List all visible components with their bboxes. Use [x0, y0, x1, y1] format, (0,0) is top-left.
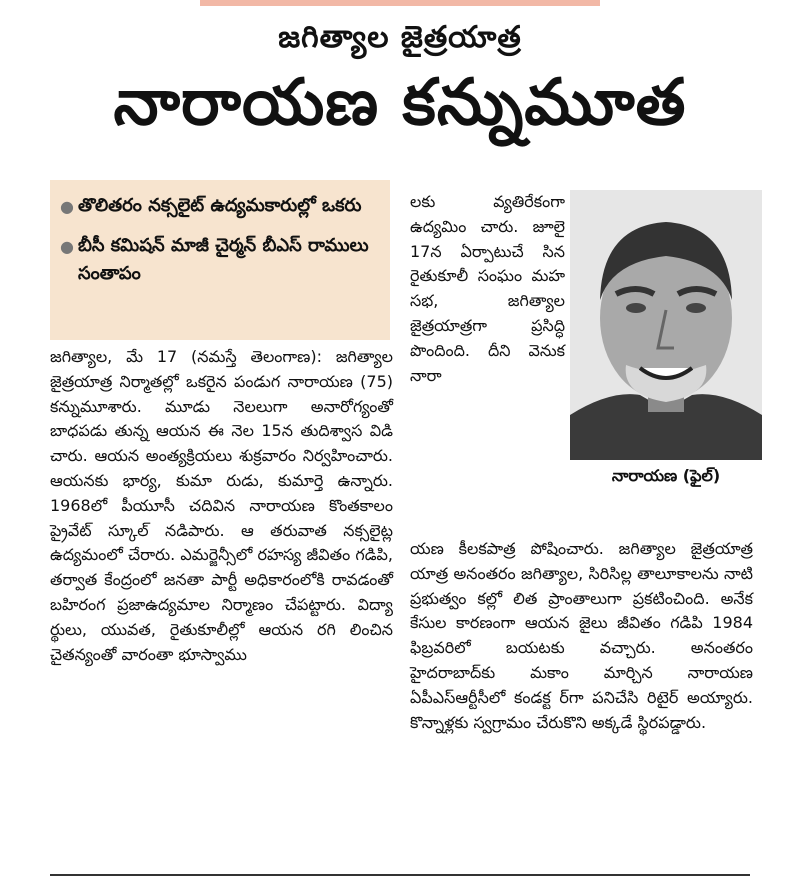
body-text-right: యణ కీలకపాత్ర పోషించారు. జగిత్యాల జైత్రయాత్ర యాత్ర అనంతరం జగిత్యాల, సిరిసిల్ల తాలూకాలను నాటి ప్రభుత్వం కల్లో లిత ప్రాంతాలుగా ప్రకటించింది. అనేక కేసుల కారణంగా ఆయన జైలు జీవితం గడిపి 1984 ఫిబ్రవరిలో బయటకు వచ్చారు. అనంతరం హైదరాబాద్‌కు మకాం మార్చిన నారాయణ ఏపీఎస్ఆర్టీసీలో కండక్ట ర్‌గా పనిచేసి రిటైర్ అయ్యారు. కొన్నాళ్లకు స్వగ్రామం చేరుకొని అక్కడే స్థిరపడ్డారు.	[410, 539, 753, 732]
bottom-rule	[50, 874, 750, 876]
article-headline: నారాయణ కన్నుమూత	[113, 66, 687, 140]
portrait-illustration	[570, 190, 762, 460]
highlight-text: తొలితరం నక్సలైట్ ఉద్యమకారుల్లో ఒకరు	[78, 195, 362, 216]
body-text-left: జగిత్యాల, మే 17 (నమస్తే తెలంగాణ): జగిత్యాల జైత్రయాత్ర నిర్మాతల్లో ఒకరైన పండుగ నారాయణ (75) కన్నుమూశారు. మూడు నెలలుగా అనారోగ్యంతో బాధపడు తున్న ఆయన ఈ నెల 15న తుదిశ్వాస విడి చారు. ఆయన అంత్యక్రియలు శుక్రవారం నిర్వహించారు. ఆయనకు భార్య, కుమా రుడు, కుమార్తె ఉన్నారు. 1968లో పీయూసీ చదివిన నారాయణ కొంతకాలం ప్రైవేట్ స్కూల్ నడిపారు. ఆ తరువాత నక్సలైట్ల ఉద్యమంలో చేరారు. ఎమర్జెన్సీలో రహస్య జీవితం గడిపి, తర్వాత కేంద్రంలో జనతా పార్టీ అధికారంలోకి రావడంతో బహిరంగ ప్రజాఉద్యమాల నిర్మాణం చేపట్టారు. విద్యా ర్థులు, యువత, రైతుకూలీల్లో ఆయన రగి లించిన చైతన్యంతో వారంతా భూస్వాము	[50, 347, 393, 664]
highlight-item	[60, 232, 380, 288]
body-column-right	[410, 537, 753, 735]
bullet-icon: ●	[60, 236, 74, 256]
body-column-left	[50, 345, 393, 667]
body-text-middle: లకు వ్యతిరేకంగా ఉద్యమిం చారు. జూలై 17న ఏర్పాటుచే సిన రైతుకూలీ సంఘం మహ సభ, జగిత్యాల జైత్రయాత్రగా ప్రసిద్ధి పొందింది. దీని వెనుక నారా	[410, 192, 565, 385]
highlight-item	[60, 192, 380, 220]
highlight-text: బీసీ కమిషన్ మాజీ చైర్మన్ బీఎస్ రాములు సంతాపం	[78, 234, 369, 284]
photo-caption: నారాయణ (ఫైల్)	[611, 466, 721, 485]
bullet-icon: ●	[60, 197, 74, 216]
top-accent-bar	[200, 0, 600, 6]
body-column-middle	[410, 190, 565, 388]
portrait-photo	[570, 190, 762, 460]
highlights-box	[50, 180, 390, 340]
article-kicker: జగిత్యాల జైత్రయాత్ర	[278, 20, 522, 55]
